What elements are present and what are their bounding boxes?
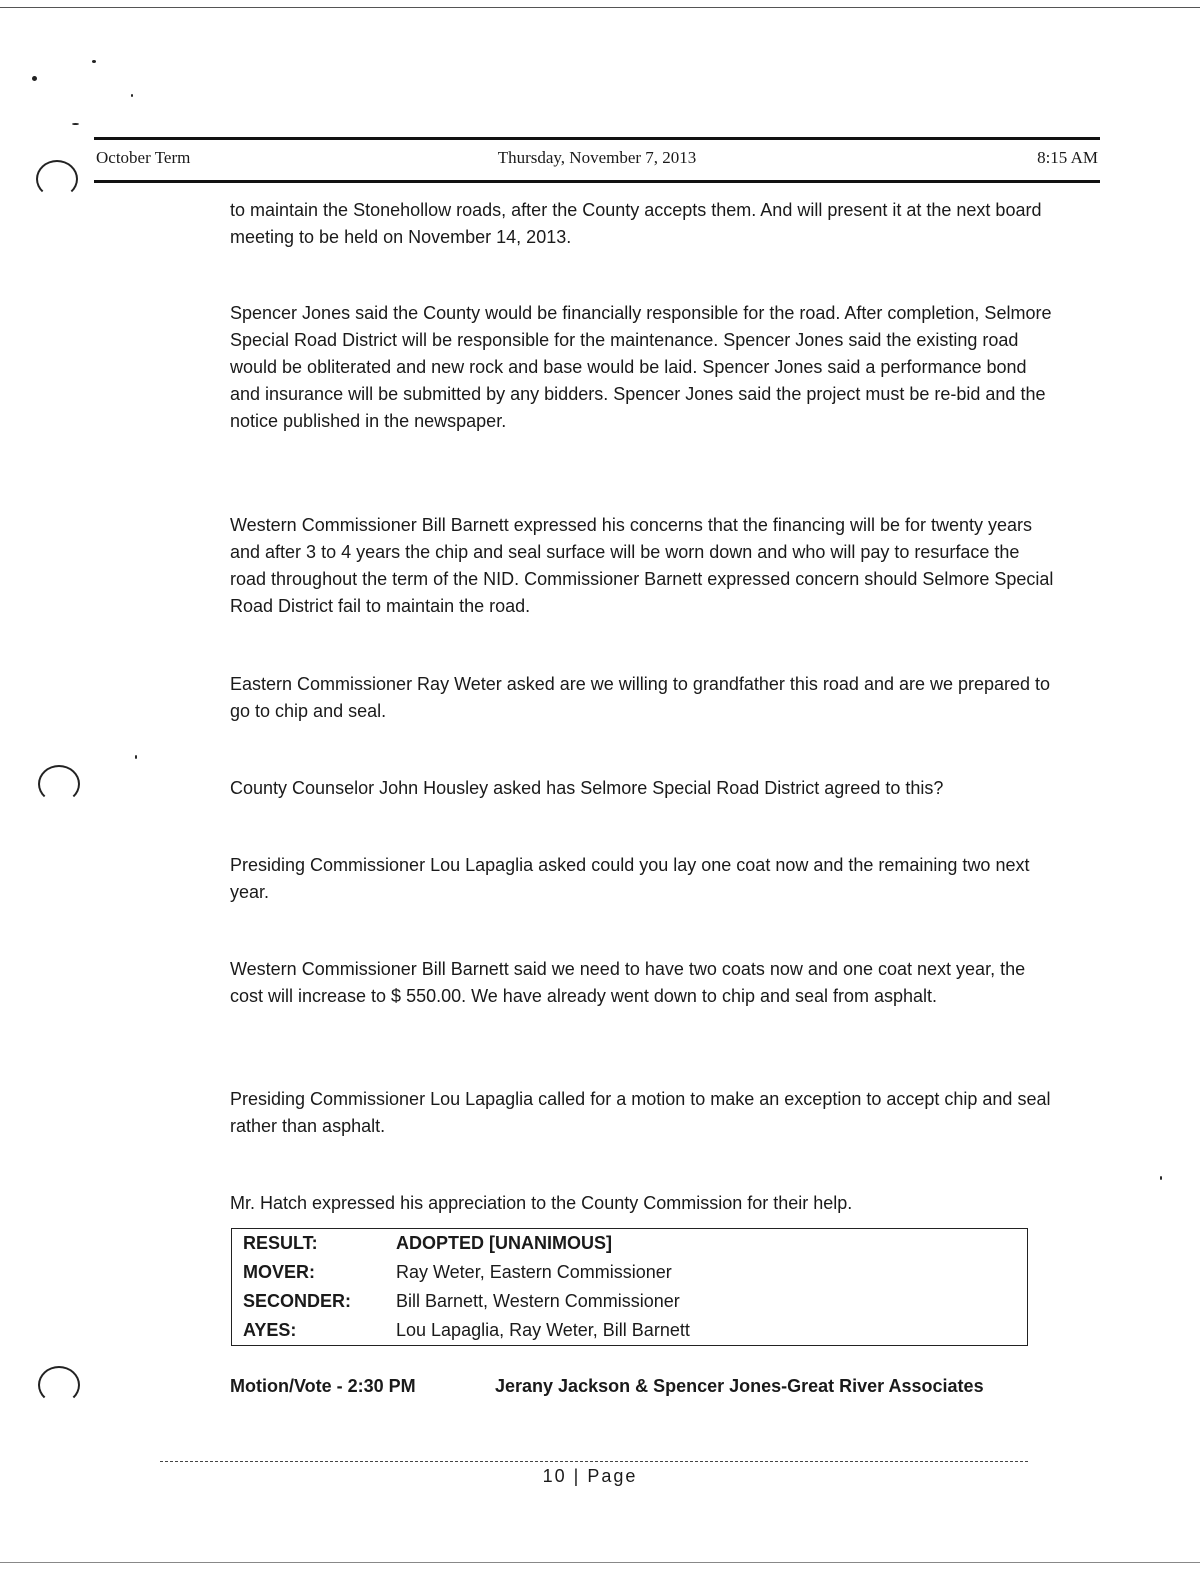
vote-label: RESULT: — [243, 1233, 318, 1253]
minutes-paragraph: to maintain the Stonehollow roads, after the County accepts them. And will present it at the next board meeting to be held on November 14, 2013. — [230, 200, 1042, 247]
header-time: 8:15 AM — [1037, 148, 1098, 167]
vote-value: Lou Lapaglia, Ray Weter, Bill Barnett — [396, 1320, 690, 1340]
motion-vote-subject: Jerany Jackson & Spencer Jones-Great River Associates — [495, 1376, 984, 1396]
vote-row-result — [232, 1229, 1028, 1259]
vote-value: Bill Barnett, Western Commissioner — [396, 1291, 680, 1311]
vote-result-table — [231, 1228, 1028, 1346]
header-rule-top — [94, 137, 1100, 140]
page-number: 10 | Page — [542, 1466, 638, 1486]
minutes-paragraph: Eastern Commissioner Ray Weter asked are we willing to grandfather this road and are we prepared to go to chip and seal. — [230, 674, 1051, 721]
binder-hole-icon — [38, 765, 80, 803]
binder-hole-icon — [36, 160, 78, 198]
header-term: October Term — [96, 148, 191, 167]
vote-row-mover — [232, 1258, 1028, 1287]
header-rule-bottom — [94, 180, 1100, 183]
footer-rule — [160, 1461, 1028, 1462]
vote-row-ayes — [232, 1316, 1028, 1346]
vote-row-seconder — [232, 1287, 1028, 1316]
scan-speck — [32, 76, 37, 81]
scan-edge-top — [0, 7, 1200, 8]
minutes-paragraph: Presiding Commissioner Lou Lapaglia asked could you lay one coat now and the remaining two next year. — [230, 855, 1030, 902]
scan-speck — [135, 755, 137, 759]
vote-label: AYES: — [243, 1320, 297, 1340]
binder-hole-icon — [38, 1366, 80, 1404]
minutes-paragraph: Western Commissioner Bill Barnett said we need to have two coats now and one coat next year, the cost will increase to $ 550.00. We have already went down to chip and seal from asphalt. — [230, 959, 1026, 1006]
scan-speck — [92, 60, 96, 63]
motion-vote-label: Motion/Vote - 2:30 PM — [230, 1376, 416, 1396]
minutes-paragraph: Spencer Jones said the County would be financially responsible for the road. After completion, Selmore Special Road District will be responsible for the maintenance. Spencer Jones said the existing road would be obliterated and new rock and base would be laid. Spencer Jones said a performance bond and insurance will be submitted by any bidders. Spencer Jones said the project must be re-bid and the notice published in the newspaper. — [230, 303, 1052, 431]
minutes-paragraph: Western Commissioner Bill Barnett expressed his concerns that the financing will be for twenty years and after 3 to 4 years the chip and seal surface will be worn down and who will pay to resurface the road throughout the term of the NID. Commissioner Barnett expressed concern should Selmore Special Road District fail to maintain the road. — [230, 515, 1054, 616]
vote-label: SECONDER: — [243, 1291, 352, 1311]
vote-value: Ray Weter, Eastern Commissioner — [396, 1262, 672, 1282]
scan-speck — [72, 123, 79, 125]
vote-value: ADOPTED [UNANIMOUS] — [396, 1233, 612, 1253]
scan-edge-bottom — [0, 1562, 1200, 1563]
minutes-paragraph: County Counselor John Housley asked has Selmore Special Road District agreed to this? — [230, 778, 944, 798]
page-header — [96, 148, 1098, 172]
scan-speck — [131, 94, 133, 97]
minutes-paragraph: Presiding Commissioner Lou Lapaglia called for a motion to make an exception to accept chip and seal rather than asphalt. — [230, 1089, 1051, 1136]
vote-label: MOVER: — [243, 1262, 315, 1282]
header-date: Thursday, November 7, 2013 — [497, 148, 697, 167]
scan-speck — [1160, 1176, 1162, 1180]
minutes-paragraph: Mr. Hatch expressed his appreciation to the County Commission for their help. — [230, 1193, 853, 1213]
